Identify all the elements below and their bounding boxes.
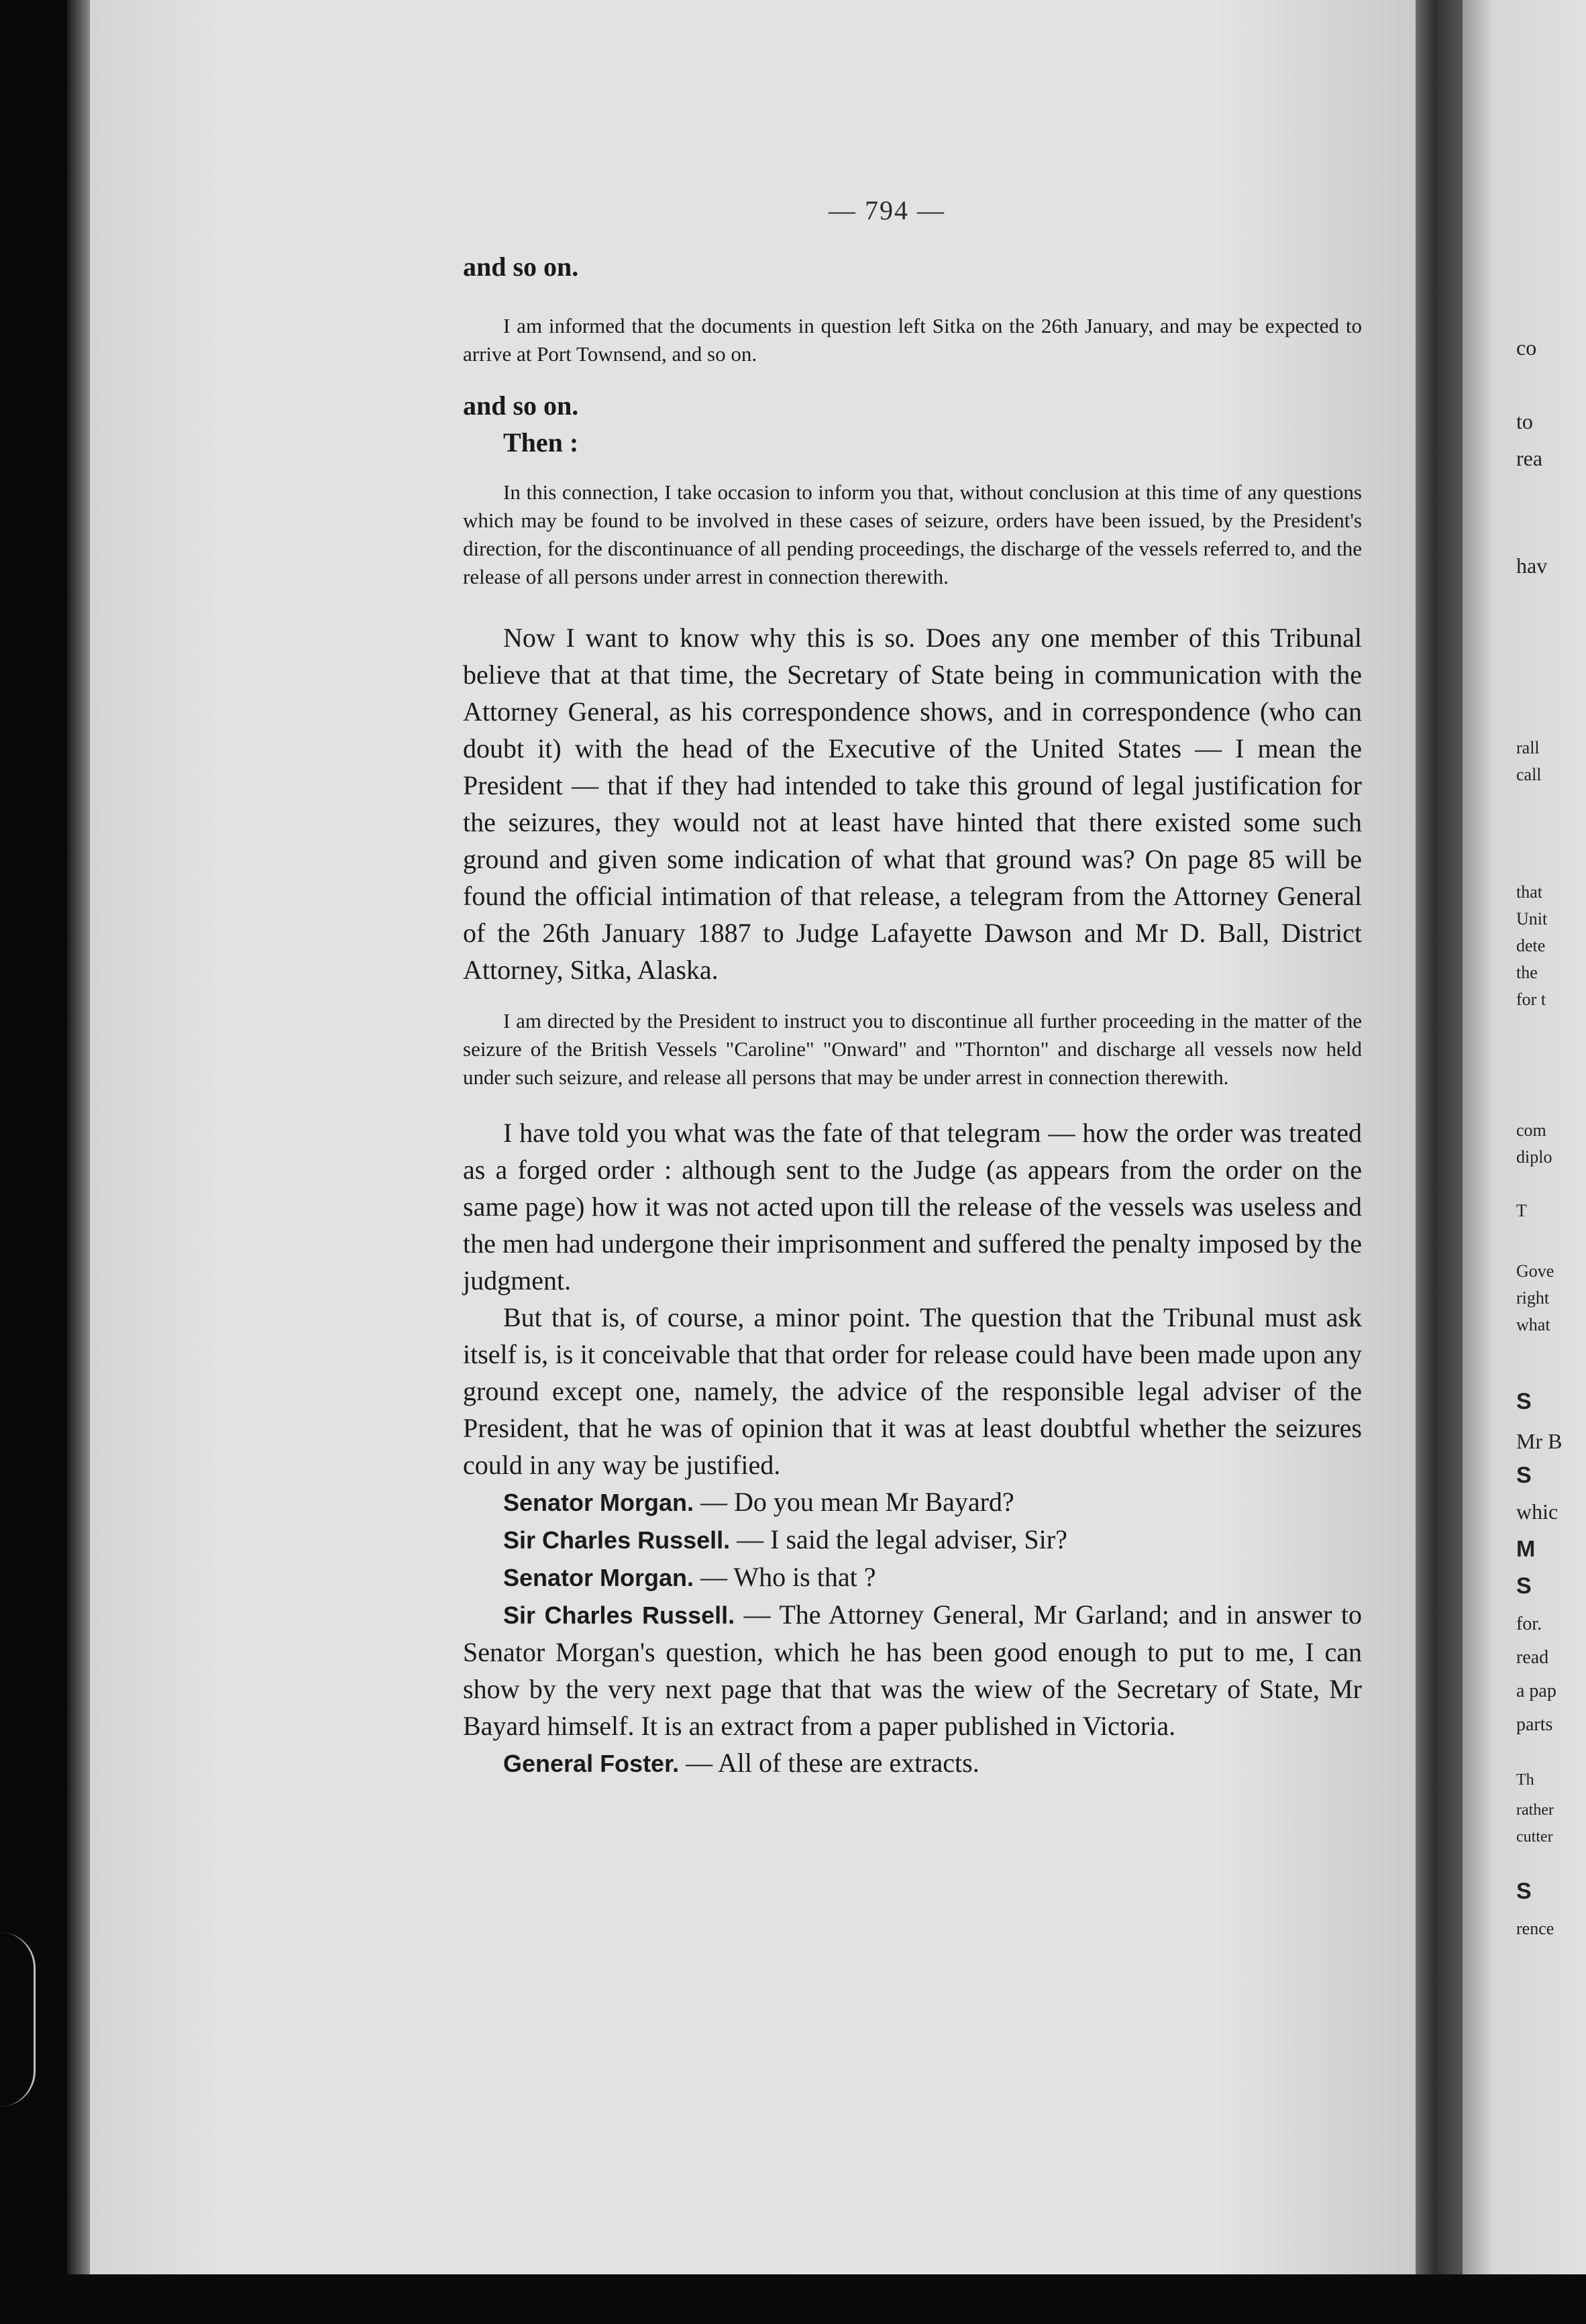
text-fragment: hav [1516, 553, 1548, 578]
text-fragment: T [1516, 1201, 1527, 1220]
text-fragment: S [1516, 1879, 1532, 1904]
text-fragment: cutter [1516, 1828, 1553, 1846]
text-fragment: the [1516, 963, 1538, 982]
bottom-dark-edge [0, 2274, 1586, 2324]
speaker-name: Sir Charles Russell. [503, 1601, 735, 1629]
text-fragment: Mr B [1516, 1429, 1563, 1453]
speaker-name: Senator Morgan. [503, 1489, 694, 1516]
text-fragment: for t [1516, 990, 1546, 1009]
text-fragment: what [1516, 1315, 1550, 1334]
text-fragment: rall [1516, 738, 1540, 757]
paragraph: But that is, of course, a minor point. The question that the Tribunal must ask itself is, is it conceivable that that order for release could have been made upon any ground except one, namely, the advice of the responsible legal adviser of the President, that he was of opinion that it was at least doubtful whether the seizures could in any way be justified. [463, 1302, 1362, 1480]
quoted-passage: I am directed by the President to instruct you to discontinue all further proceeding in the matter of the seizure of the British Vessels "Caroline" "Onward" and "Thornton" and discharge all vessels now held under such seizure, and release all persons that may be under arrest in connection therewith. [463, 1009, 1362, 1089]
book-gutter [1416, 0, 1463, 2324]
page-body [463, 248, 1362, 1782]
text-fragment: co [1516, 335, 1537, 360]
page-number: — 794 — [829, 195, 945, 225]
paragraph: I have told you what was the fate of that telegram — how the order was treated as a forged order : although sent to the Judge (as appears from the order on the same page) how it was not acted upon till the release of the vessels was useless and the men had undergone their imprisonment and suffered the penalty imposed by the judgment. [463, 1118, 1362, 1296]
text-fragment: call [1516, 765, 1542, 784]
dialogue-line [463, 1559, 1362, 1596]
text-fragment: S [1516, 1463, 1532, 1488]
page-curl-mark [0, 1932, 36, 2107]
text-fragment: Unit [1516, 909, 1548, 929]
quoted-passage: In this connection, I take occasion to inform you that, without conclusion at this time of any questions which may be found to be involved in these cases of seizure, orders have been issued, by the President's direction, for the discontinuance of all pending proceedings, the discharge of the vessels referred to, and the release of all persons under arrest in connection therewith. [463, 480, 1362, 588]
paragraph: Then : [503, 427, 579, 458]
text-fragment: to [1516, 409, 1533, 433]
text-fragment: a pap [1516, 1681, 1556, 1701]
text-fragment: rence [1516, 1919, 1554, 1938]
speaker-name: Senator Morgan. [503, 1564, 694, 1591]
dialogue-line [463, 1521, 1362, 1559]
text-fragment: read [1516, 1647, 1549, 1668]
speech: — I said the legal adviser, Sir? [730, 1524, 1067, 1554]
dialogue-line [463, 1483, 1362, 1521]
paragraph: and so on. [463, 390, 579, 421]
speaker-name: General Foster. [503, 1750, 680, 1777]
page-edge-shadow [67, 0, 90, 2324]
text-fragment: parts [1516, 1714, 1553, 1735]
text-fragment: dete [1516, 936, 1546, 955]
text-fragment: S [1516, 1389, 1532, 1414]
text-fragment: whic [1516, 1499, 1558, 1524]
text-fragment: diplo [1516, 1147, 1552, 1167]
speech: — The Attorney General, Mr Garland; and in answer to Senator Morgan's question, which he has been good enough to put to me, I can show by the very next page that that was the wiew of the Secretary of State, Mr Bayard himself. It is an extract from a paper published in Victoria. [463, 1599, 1362, 1741]
text-fragment: right [1516, 1288, 1550, 1308]
paragraph: and so on. [463, 252, 579, 282]
dialogue-line [463, 1744, 1362, 1782]
text-fragment: that [1516, 882, 1542, 902]
text-fragment: Th [1516, 1771, 1534, 1789]
text-fragment: M [1516, 1536, 1536, 1562]
speaker-name: Sir Charles Russell. [503, 1526, 731, 1554]
quoted-passage: I am informed that the documents in question left Sitka on the 26th January, and may be expected to arrive at Port Townsend, and so on. [463, 314, 1362, 366]
dialogue-line [463, 1596, 1362, 1744]
paragraph: Now I want to know why this is so. Does any one member of this Tribunal believe that at that time, the Secretary of State being in communication with the Attorney General, as his correspondence shows, and in correspondence (who can doubt it) with the head of the Executive of the United States — I mean the President — that if they had intended to take this ground of legal justification for the seizures, they would not at least have hinted that there existed some such ground and given some indication of what that ground was? On page 85 will be found the official intimation of that release, a telegram from the Attorney General of the 26th January 1887 to Judge Lafayette Dawson and Mr D. Ball, District Attorney, Sitka, Alaska. [463, 623, 1362, 985]
text-fragment: Gove [1516, 1261, 1554, 1281]
speech: — Do you mean Mr Bayard? [694, 1487, 1014, 1517]
text-fragment: rea [1516, 446, 1543, 470]
text-fragment: for. [1516, 1614, 1542, 1634]
speech: — Who is that ? [694, 1562, 876, 1592]
speech: — All of these are extracts. [679, 1748, 980, 1778]
text-fragment: com [1516, 1120, 1546, 1140]
text-fragment: S [1516, 1573, 1532, 1599]
text-fragment: rather [1516, 1801, 1554, 1819]
